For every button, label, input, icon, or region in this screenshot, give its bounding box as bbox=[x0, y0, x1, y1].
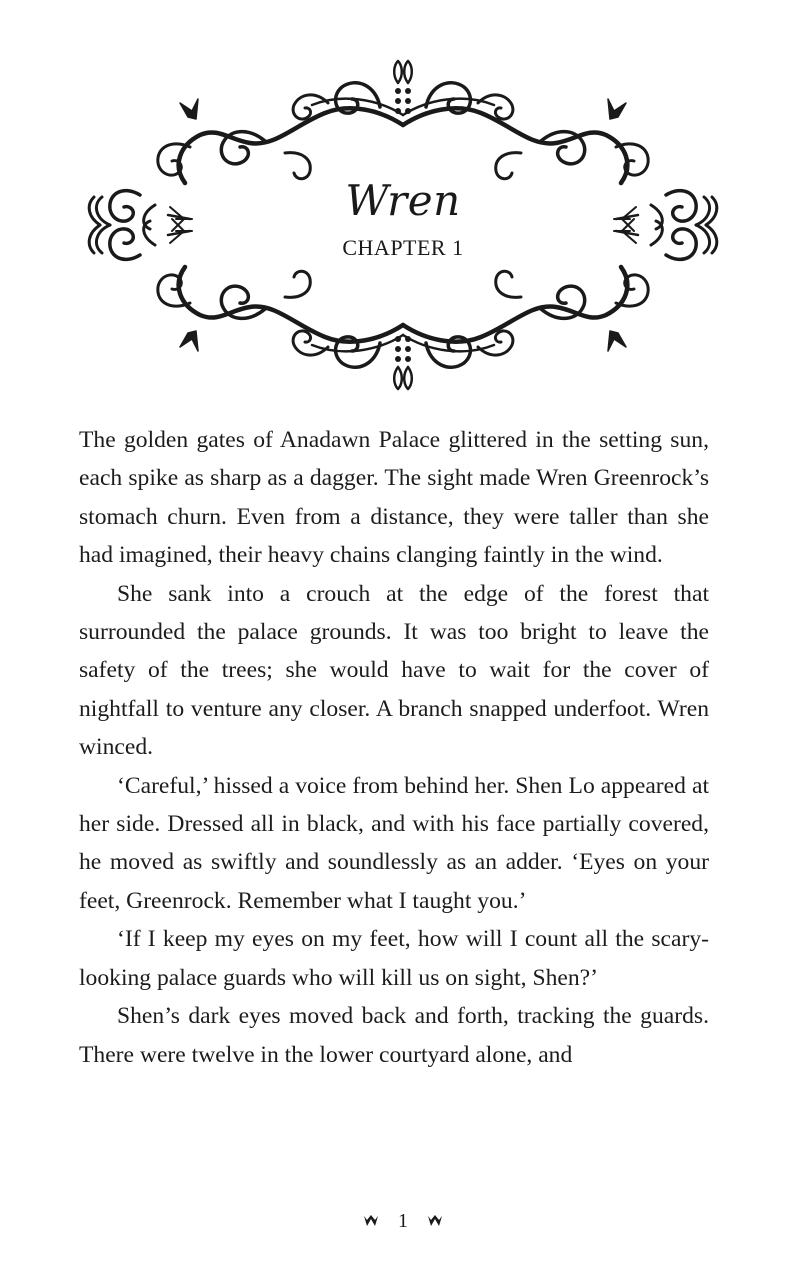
paragraph: ‘Careful,’ hissed a voice from behind her. Shen Lo appeared at her side. Dressed all in black, and with his face partially covered, he moved as swiftly and soundlessly as an adder. ‘Eyes on your feet, Greenrock. Remember what I taught you.’ bbox=[79, 772, 709, 914]
paragraph: She sank into a crouch at the edge of the forest that surrounded the palace grounds. It was too bright to leave the safety of the trees; she would have to wait for the cover of nightfall to venture any closer. A branch snapped underfoot. Wren winced. bbox=[79, 580, 709, 761]
chapter-title: Wren bbox=[345, 176, 461, 225]
chapter-ornament-frame bbox=[80, 55, 726, 395]
paragraph: ‘If I keep my eyes on my feet, how will I count all the scary-looking palace guards who will kill us on sight, Shen?’ bbox=[79, 926, 709, 991]
chapter-number: CHAPTER 1 bbox=[342, 235, 464, 260]
paragraph: Shen’s dark eyes moved back and forth, tracking the guards. There were twelve in the lower courtyard alone, and bbox=[79, 1003, 709, 1068]
fleuron-icon bbox=[427, 1214, 443, 1228]
page-footer bbox=[0, 1209, 806, 1233]
chapter-body bbox=[79, 421, 709, 1074]
paragraph: The golden gates of Anadawn Palace glittered in the setting sun, each spike as sharp as a dagger. The sight made Wren Greenrock’s stomach churn. Even from a distance, they were taller than she had imagined, their heavy chains clanging faintly in the wind. bbox=[79, 427, 709, 569]
fleuron-icon bbox=[363, 1214, 379, 1228]
page-number: 1 bbox=[398, 1209, 408, 1232]
